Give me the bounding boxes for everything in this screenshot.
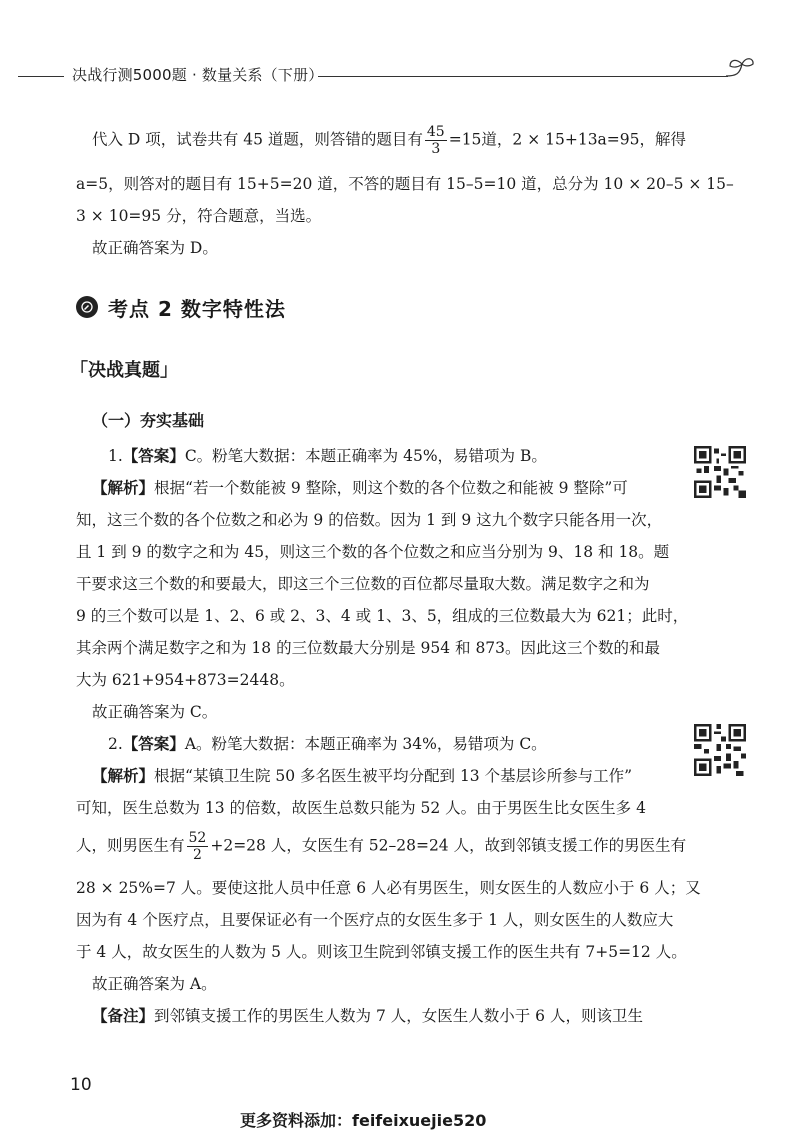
qr-code-icon[interactable] — [694, 446, 746, 498]
analysis-tag: 【解析】 — [92, 767, 155, 785]
q2-analysis-line-3 — [76, 830, 686, 863]
q1-analysis-line-2: 知，这三个数的各个位数之和必为 9 的倍数。因为 1 到 9 这九个数字只能各用一次， — [76, 511, 663, 529]
running-header — [0, 56, 800, 96]
section-heading — [76, 292, 286, 322]
q2-conclusion: 故正确答案为 A。 — [92, 975, 217, 993]
q2-answer — [108, 732, 547, 754]
q1-analysis-line-7: 大为 621+954+873=2448。 — [76, 671, 295, 689]
fraction — [187, 830, 209, 863]
answer-text: A。粉笔大数据：本题正确率为 34%，易错项为 C。 — [184, 735, 547, 753]
intro-line-1 — [92, 124, 686, 157]
footer-watermark: 更多资料添加：feifeixuejie520 — [240, 1111, 487, 1130]
q1-analysis-line-3: 且 1 到 9 的数字之和为 45，则这三个数的各个位数之和应当分别为 9、18 和 18。题 — [76, 543, 670, 561]
q1-answer — [108, 444, 547, 466]
intro-line-2: a=5，则答对的题目有 15+5=20 道，不答的题目有 15–5=10 道，总分为 10 × 20–5 × 15– — [76, 175, 734, 193]
q1-analysis-line-5: 9 的三个数可以是 1、2、6 或 2、3、4 或 1、3、5，组成的三位数最大为 621；此时， — [76, 607, 689, 625]
analysis-text: 根据“某镇卫生院 50 多名医生被平均分配到 13 个基层诊所参与工作” — [154, 767, 633, 785]
page-number: 10 — [70, 1075, 92, 1095]
q1-analysis-line-1 — [92, 476, 628, 498]
answer-tag: 【答案】 — [122, 735, 185, 753]
fraction-denominator: 2 — [192, 847, 202, 863]
analysis-tag: 【解析】 — [92, 479, 155, 497]
q2-analysis-line-4: 28 × 25%=7 人。要使这批人员中任意 6 人必有男医生，则女医生的人数应小于 6 人；又 — [76, 879, 701, 897]
note-tag: 【备注】 — [92, 1007, 155, 1025]
fraction — [425, 124, 447, 157]
fraction-denominator: 3 — [431, 141, 441, 157]
header-rule-right — [318, 76, 728, 77]
question-number: 1. — [108, 447, 123, 465]
fraction-numerator: 52 — [188, 830, 207, 846]
subsection-title: （一）夯实基础 — [92, 411, 205, 430]
qr-code-icon[interactable] — [694, 724, 746, 776]
analysis-text: 根据“若一个数能被 9 整除，则这个数的各个位数之和能被 9 整除”可 — [154, 479, 628, 497]
answer-tag: 【答案】 — [122, 447, 185, 465]
answer-text: C。粉笔大数据：本题正确率为 45%，易错项为 B。 — [184, 447, 547, 465]
sprout-icon — [722, 56, 756, 86]
intro-text: =15道，2 × 15+13a=95，解得 — [448, 130, 687, 149]
analysis-text: 人，则男医生有 — [76, 836, 185, 855]
q2-analysis-line-2: 可知，医生总数为 13 的倍数，故医生总数只能为 52 人。由于男医生比女医生多 4 — [76, 799, 646, 817]
q2-analysis-line-1 — [92, 764, 632, 786]
intro-conclusion: 故正确答案为 D。 — [92, 239, 218, 257]
intro-line-3: 3 × 10=95 分，符合题意，当选。 — [76, 207, 322, 225]
section-title: 考点 2 数字特性法 — [108, 296, 286, 321]
q2-note — [92, 1004, 643, 1026]
analysis-text: +2=28 人，女医生有 52–28=24 人，故到邻镇支援工作的男医生有 — [210, 836, 687, 855]
header-title: 决战行测5000题 · 数量关系（下册） — [72, 66, 324, 84]
note-text: 到邻镇支援工作的男医生人数为 7 人，女医生人数小于 6 人，则该卫生 — [154, 1007, 643, 1025]
fraction-numerator: 45 — [426, 124, 445, 140]
header-rule-left — [18, 76, 64, 77]
q2-analysis-line-6: 于 4 人，故女医生的人数为 5 人。则该卫生院到邻镇支援工作的医生共有 7+5=12 人。 — [76, 943, 687, 961]
q2-analysis-line-5: 因为有 4 个医疗点，且要保证必有一个医疗点的女医生多于 1 人，则女医生的人数应大 — [76, 911, 674, 929]
compass-icon — [76, 296, 98, 318]
q1-conclusion: 故正确答案为 C。 — [92, 703, 218, 721]
question-number: 2. — [108, 735, 123, 753]
q1-analysis-line-6: 其余两个满足数字之和为 18 的三位数最大分别是 954 和 873。因此这三个数的和最 — [76, 639, 661, 657]
intro-text: 代入 D 项，试卷共有 45 道题，则答错的题目有 — [92, 130, 423, 149]
subhead-real-questions: 「决战真题」 — [70, 360, 178, 381]
q1-analysis-line-4: 干要求这三个数的和要最大，即这三个三位数的百位都尽量取大数。满足数字之和为 — [76, 575, 650, 593]
